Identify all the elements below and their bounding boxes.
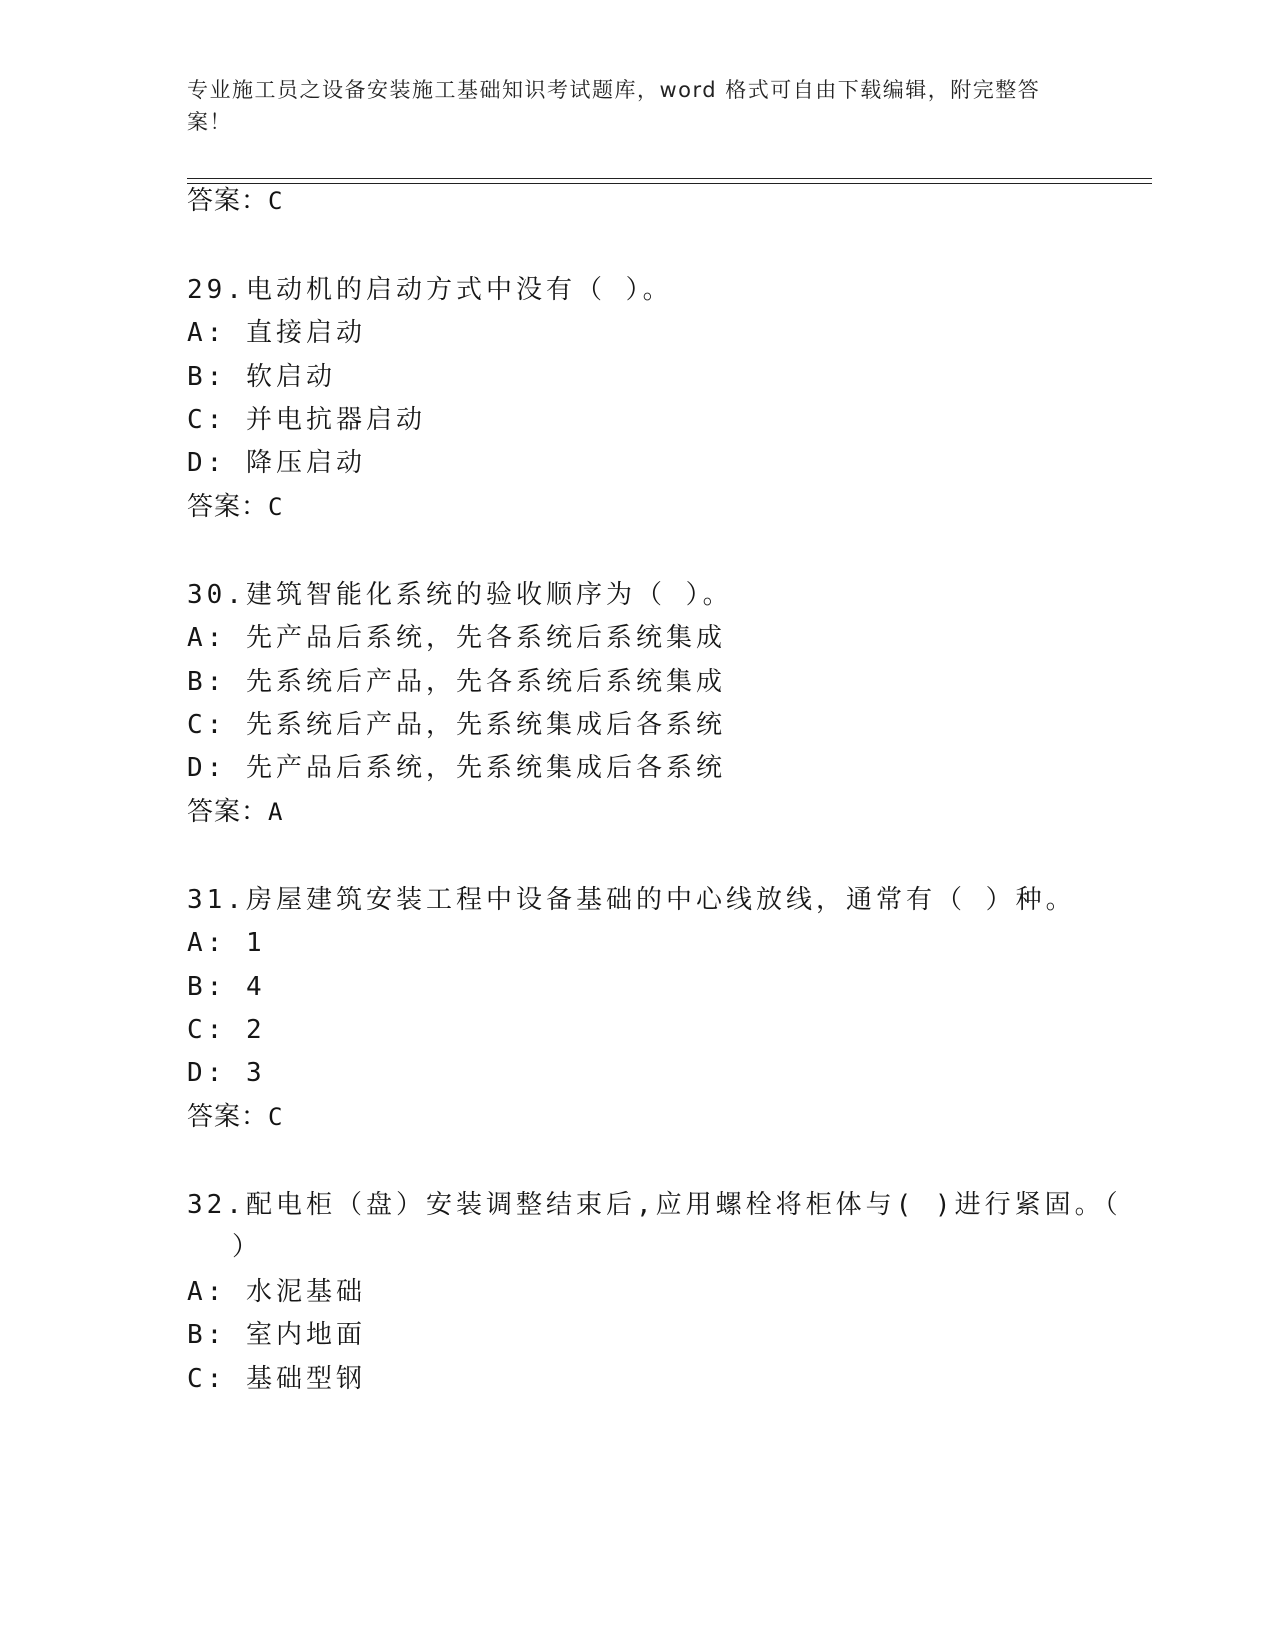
answer-value: A (268, 798, 284, 826)
answer-label: 答案： (187, 797, 269, 827)
answer-value: C (268, 1103, 284, 1131)
question-stem-continuation: ） (232, 1232, 263, 1262)
option-d: D: 先产品后系统，先系统集成后各系统 (187, 753, 726, 783)
option-b: B: 4 (187, 972, 266, 1002)
option-b: B: 软启动 (187, 362, 336, 392)
answer-label: 答案： (187, 492, 269, 522)
option-a: A: 水泥基础 (187, 1277, 366, 1307)
option-a: A: 先产品后系统，先各系统后系统集成 (187, 623, 726, 653)
question-stem: 31.房屋建筑安装工程中设备基础的中心线放线，通常有（ ）种。 (187, 885, 1076, 915)
option-d: D: 3 (187, 1058, 266, 1088)
option-b: B: 先系统后产品，先各系统后系统集成 (187, 667, 726, 697)
header-divider-top (187, 178, 1152, 179)
answer-value: C (268, 187, 284, 215)
option-c: C: 2 (187, 1015, 266, 1045)
option-c: C: 并电抗器启动 (187, 405, 426, 435)
option-b: B: 室内地面 (187, 1320, 366, 1350)
answer-line (187, 184, 283, 218)
question-stem: 29.电动机的启动方式中没有（ ）。 (187, 275, 673, 305)
answer-value: C (268, 493, 284, 521)
option-c: C: 基础型钢 (187, 1364, 366, 1394)
document-header: 专业施工员之设备安装施工基础知识考试题库，word 格式可自由下载编辑，附完整答案！ (187, 78, 1041, 134)
option-c: C: 先系统后产品，先系统集成后各系统 (187, 710, 726, 740)
option-d: D: 降压启动 (187, 448, 366, 478)
question-stem: 30.建筑智能化系统的验收顺序为（ ）。 (187, 580, 733, 610)
question-stem: 32.配电柜（盘）安装调整结束后,应用螺栓将柜体与( )进行紧固。（ (187, 1190, 1122, 1220)
option-a: A: 直接启动 (187, 318, 366, 348)
answer-label: 答案： (187, 1102, 269, 1132)
answer-line (187, 795, 283, 829)
answer-line (187, 1100, 283, 1134)
answer-line (187, 490, 283, 524)
header-divider-bottom (187, 183, 1152, 184)
answer-label: 答案： (187, 186, 269, 216)
option-a: A: 1 (187, 928, 266, 958)
